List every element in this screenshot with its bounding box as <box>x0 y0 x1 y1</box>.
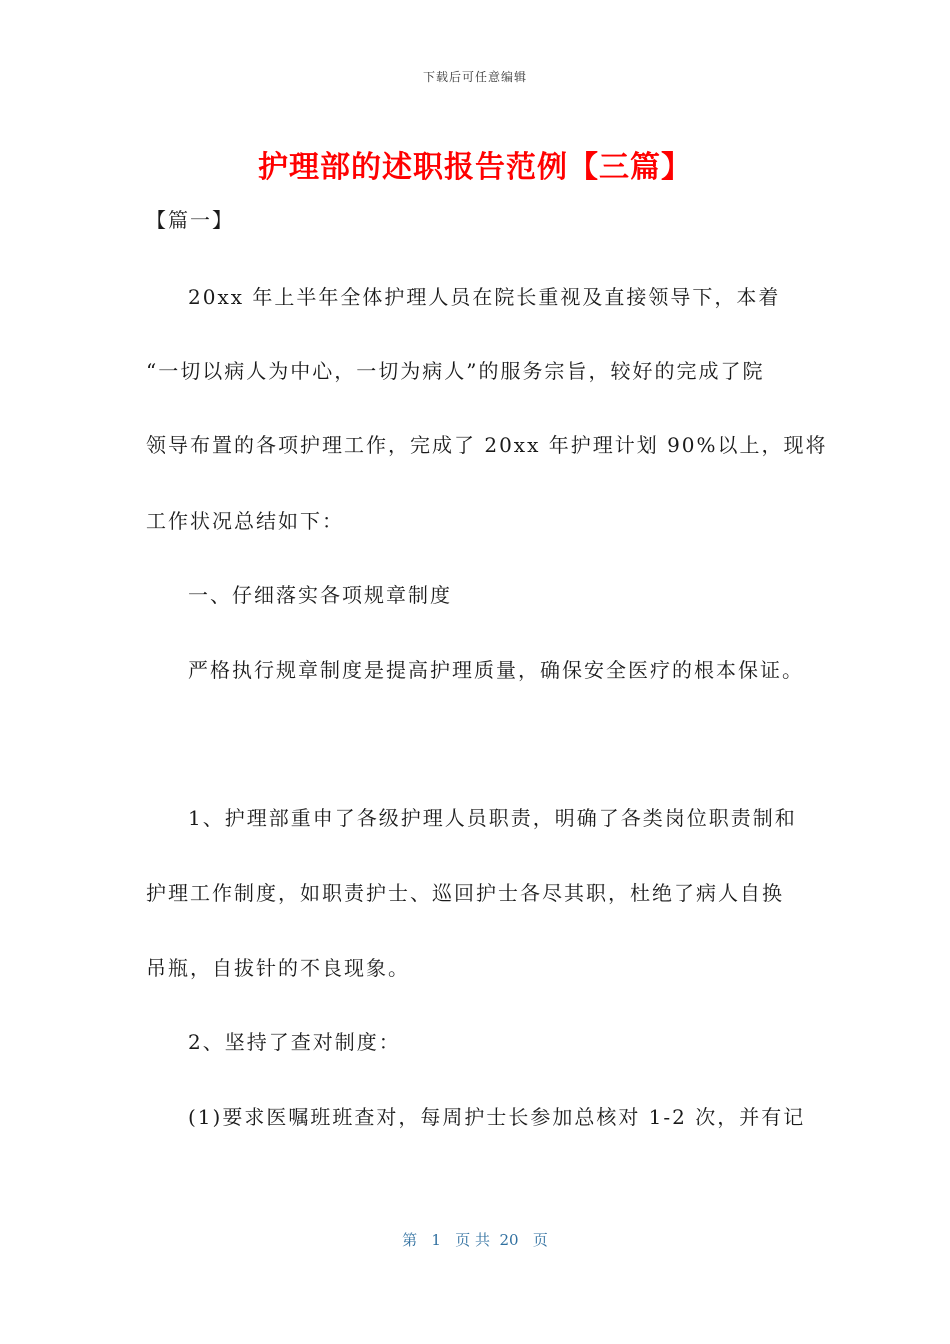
paragraph-line: “一切以病人为中心，一切为病人”的服务宗旨，较好的完成了院 <box>146 359 765 383</box>
paragraph-line: (1)要求医嘱班班查对，每周护士长参加总核对 1-2 次，并有记 <box>188 1105 806 1129</box>
paragraph-line: 2、坚持了查对制度： <box>188 1030 401 1054</box>
paragraph-line: 护理工作制度，如职责护士、巡回护士各尽其职，杜绝了病人自换 <box>146 881 784 905</box>
paragraph-line: 20xx 年上半年全体护理人员在院长重视及直接领导下，本着 <box>188 285 781 309</box>
paragraph-line: 1、护理部重申了各级护理人员职责，明确了各类岗位职责制和 <box>188 806 797 830</box>
section-label: 【篇一】 <box>146 208 234 232</box>
paragraph-line: 严格执行规章制度是提高护理质量，确保安全医疗的根本保证。 <box>188 658 804 682</box>
page-footer: 第 1 页 共 20 页 <box>402 1231 548 1249</box>
header-note: 下载后可任意编辑 <box>422 70 527 84</box>
paragraph-line: 领导布置的各项护理工作，完成了 20xx 年护理计划 90%以上，现将 <box>146 433 828 457</box>
section-heading: 一、仔细落实各项规章制度 <box>188 583 452 607</box>
paragraph-line: 吊瓶，自拔针的不良现象。 <box>146 956 410 980</box>
paragraph-line: 工作状况总结如下： <box>146 509 344 533</box>
document-title: 护理部的述职报告范例【三篇】 <box>258 150 692 185</box>
